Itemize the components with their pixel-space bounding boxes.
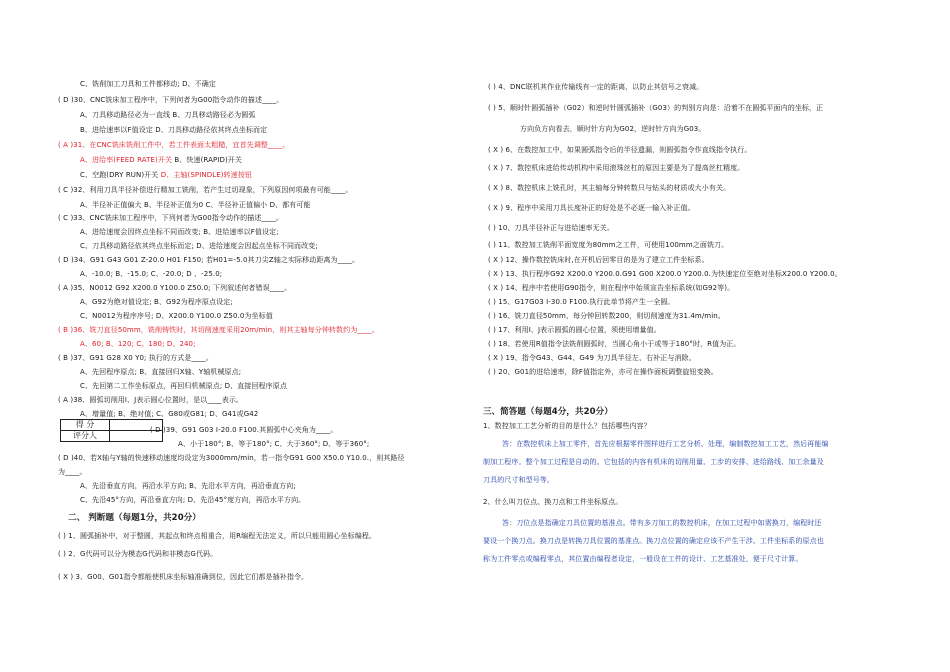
right-line-5: ( X ) 8、数控机床上铣孔时，其主轴每分钟转数只与钻头的材质或大小有关。 [488,184,731,192]
left-line-15: A、G92为绝对值设定; B、G92为程序原点设定; [80,298,233,306]
left-line-27: 为____。 [58,468,87,476]
score-box [60,419,163,442]
right-line-21: 制加工程序。整个加工过程是自动的。它包括的内容有机床的切削用量、工步的安排、进给路线、加工余量及 [483,458,824,466]
left-line-21: C、先回第二工作坐标原点，再回归机械原点; D、直接回程序原点 [80,382,287,390]
right-line-11: ( X ) 14、程序中若使用G90指令，则在程序中始须宣告坐标系统(如G92等)。 [488,284,735,292]
score-value-cell[interactable] [110,420,163,431]
left-line-6 [80,171,252,180]
left-line-19: ( B )37、G91 G28 X0 Y0; 执行的方式是____。 [58,354,213,362]
right-line-0: ( ) 4、DNC联机其作业传输线有一定的距离，以防止其信号之衰减。 [488,83,704,91]
right-line-9: ( X ) 12、操作数控铣床时,在开机后回零目的是为了建立工件坐标系。 [488,256,709,264]
right-line-19: 1、数控加工工艺分析的目的是什么？包括哪些内容？ [483,422,651,430]
right-line-15: ( ) 18、若使用R值指令法铣削圆弧时，当圆心角小于或等于180°时，R值为正。 [488,340,741,348]
left-line-10: A、进给速度会因终点坐标不同而改变; B、进给速率以F值设定; [80,228,279,236]
right-line-13: ( ) 16、铣刀直径50mm、每分钟回转数200，则切削速度为31.4m/min。 [488,312,725,320]
right-line-23: 2、什么叫刀位点、换刀点和工件坐标原点。 [483,498,623,506]
right-line-2: 方向负方向看去，顺时针方向为G02，逆时针方向为G03。 [520,125,706,133]
right-column [478,0,908,672]
left-column [58,0,488,672]
left-line-17: ( B )36、铣刀直径50mm，铣削铸铁时，其切削速度采用20m/min，则其主轴每分钟转数约为____。 [58,326,379,334]
left-line-8: A、半径补正值偏大 B、半径补正值为0 C、半径补正值偏小 D、都有可能 [80,201,311,209]
left-line-22: ( A )38、圆弧切削用I、J表示圆心位置时，是以____表示。 [58,396,244,404]
score-label: 得 分 [61,420,110,431]
right-line-4: ( X ) 7、数控机床进给传动机构中采用滚珠丝杠的原因主要是为了提高丝杠精度。 [488,164,745,172]
right-line-16: ( X ) 19、指令G43、G44、G49 为刀具半径左、右补正与消除。 [488,354,696,362]
left-line-0: C、铣削加工刀具和工件都移动; D、不确定 [80,80,216,88]
left-line-32: ( ) 2、G代码可以分为模态G代码和非模态G代码。 [58,550,218,558]
right-line-6: ( X ) 9、程序中采用刀具长度补正的好处是不必逐一输入补正值。 [488,204,695,212]
right-line-25: 要设一个换刀点。换刀点是转换刀具位置的基准点。换刀点位置的确定应该不产生干涉。工件坐标系的原点也 [483,537,824,545]
left-line-16: C、N0012为程序序号; D、X200.0 Y100.0 Z50.0为坐标值 [80,312,273,320]
left-line-3: B、进给速率以F值设定 D、刀具移动路径依其终点坐标而定 [80,126,268,134]
left-line-2: A、刀具移动路径必为一直线 B、刀具移动路径必为圆弧 [80,111,256,119]
right-line-3: ( X ) 6、在数控加工中，如果圆弧指令后的半径遗漏，则圆弧指令作直线指令执行。 [488,146,752,154]
right-line-24: 答：刀位点是指确定刀具位置的基准点。带有多刀加工的数控机床，在加工过程中如需换刀，编程时还 [502,519,822,527]
left-line-5 [80,156,242,165]
left-line-5-red: A、进给率(FEED RATE)开关 [80,156,173,164]
grader-label: 评分人 [61,431,110,442]
left-line-29: C、先沿45°方向，再沿垂直方向; D、先沿45°度方向，再沿水平方向。 [80,496,306,504]
right-line-8: ( ) 11、数控加工铣削平面宽度为80mm之工件，可使用100mm之面铣刀。 [488,241,729,249]
right-line-14: ( ) 17、利用I、J表示圆弧的圆心位置，须使用增量值。 [488,326,661,334]
left-line-33: ( X ) 3、G00、G01指令都能使机床坐标轴准确到位，因此它们都是插补指令。 [58,573,309,581]
left-line-24: ( D )39、G91 G03 I-20.0 F100.其圆弧中心夹角为____。 [150,426,338,434]
left-line-6-black: C、空跑(DRY RUN)开关 [80,171,161,179]
left-line-6-red: D、主轴(SPINDLE)转速按钮 [160,171,252,179]
right-line-26: 称为工件零点或编程零点，其位置由编程者设定，一般设在工件的设计、工艺基准处，便于尺寸计算。 [483,555,803,563]
right-line-7: ( ) 10、刀具半径补正与进给速率无关。 [488,224,614,232]
left-line-5-black: B、快速(RAPID)开关 [172,156,242,164]
left-line-4: ( A )31、在CNC铣床铣削工件中，若工件表面太粗糙，宜首先调整____。 [58,141,290,149]
right-line-17: ( ) 20、G01的进给速率，除F值指定外，亦可在操作面板调整旋钮变换。 [488,368,718,376]
grader-value-cell[interactable] [110,431,163,442]
left-line-12: ( D )34、G91 G43 G01 Z-20.0 H01 F150; 若H01=-5.0其刀尖Z轴之实际移动距离为____。 [58,256,360,264]
right-line-18: 三、简答题（每题4分，共20分） [483,407,613,417]
right-line-1: ( ) 5、顺时针圆弧插补（G02）和逆时针圆弧插补（G03）的判别方向是：沿着不在圆弧平面内的坐标，正 [488,104,824,112]
left-line-1: ( D )30、CNC铣床加工程序中，下列何者为G00指令动作的描述____。 [58,96,284,104]
left-line-23: A、增量值; B、绝对值; C、G80或G81; D、G41或G42 [80,410,259,418]
left-line-20: A、先回程序原点; B、直接回归X轴、Y轴机械原点; [80,368,242,376]
left-line-18: A、60; B、120; C、180; D、240; [80,340,196,348]
right-line-20: 答：在数控机床上加工零件，首先应根据零件图样进行工艺分析、处理，编制数控加工工艺，然后再能编 [502,440,829,448]
left-line-31: ( ) 1、圆弧插补中，对于整圆，其起点和终点相重合，用R编程无法定义，所以只能用圆心坐标编程。 [58,532,377,540]
left-line-25: A、小于180°; B、等于180°; C、大于360°; D、等于360°; [178,440,370,448]
left-line-14: ( A )35、N0012 G92 X200.0 Y100.0 Z50.0; 下列叙述何者错误____。 [58,284,292,292]
right-line-12: ( ) 15、G17G03 I-30.0 F100.执行此单节将产生一全圆。 [488,298,675,306]
left-line-30: 二、 判断题（每题1分，共20分） [68,513,201,523]
left-line-11: C、刀具移动路径依其终点坐标而定; D、进给速度会因起点坐标不同而改变; [80,242,318,250]
left-line-7: ( C )32、利用刀具半径补偿进行精加工铣削，若产生过切现象，下列原因何项最有可能____。 [58,186,353,194]
left-line-9: ( C )33、CNC铣床加工程序中，下列何者为G00指令动作的描述____。 [58,214,283,222]
right-line-22: 刀具的尺寸和型号等。 [483,476,554,484]
left-line-28: A、先沿垂直方向，再沿水平方向; B、先沿水平方向，再沿垂直方向; [80,482,296,490]
left-line-26: ( D )40、若X轴与Y轴的快速移动速度均设定为3000mm/min，若一指令G91 G00 X50.0 Y10.0.，则其路径 [58,454,405,462]
right-line-10: ( X ) 13、执行程序G92 X200.0 Y200.0.G91 G00 X200.0 Y200.0.为快速定位至绝对坐标X200.0 Y200.0。 [488,270,842,278]
left-line-13: A、-10.0; B、-15.0; C、-20.0; D 、-25.0; [80,270,223,278]
